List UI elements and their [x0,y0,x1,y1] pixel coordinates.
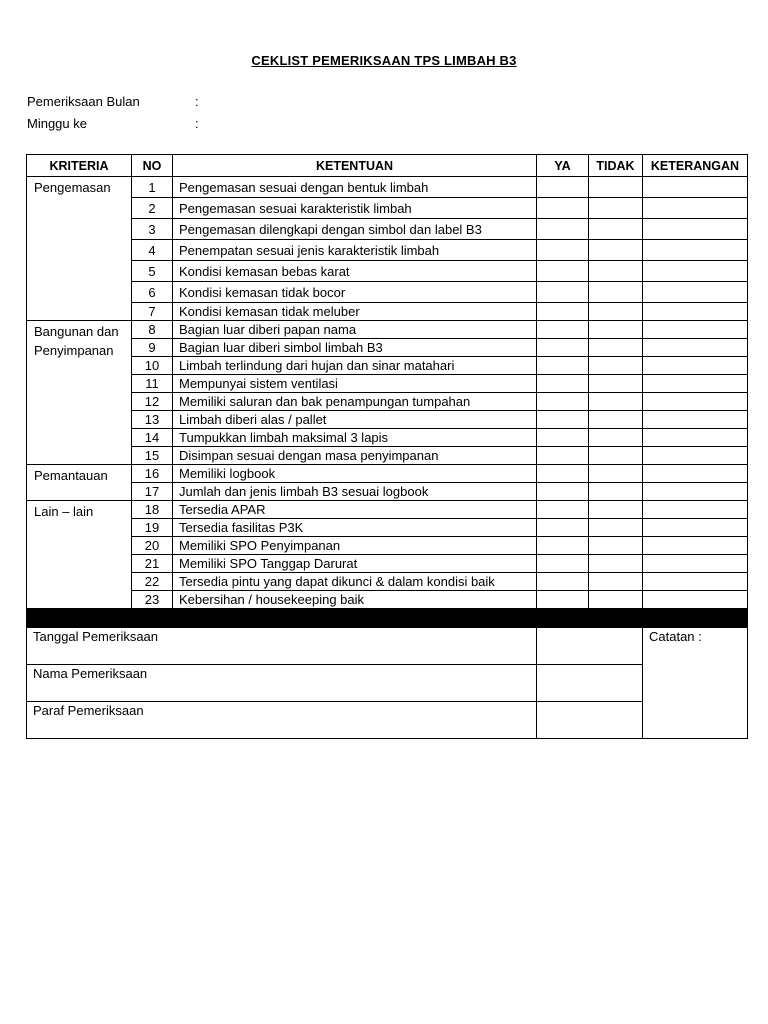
kriteria-cell: Lain – lain [27,501,132,609]
keterangan-cell[interactable] [643,303,748,321]
ya-cell[interactable] [537,282,589,303]
meta-value-minggu[interactable]: : [195,116,199,131]
tidak-cell[interactable] [589,501,643,519]
table-row [27,501,748,519]
ya-cell[interactable] [537,411,589,429]
no-cell: 17 [132,483,173,501]
keterangan-cell[interactable] [643,501,748,519]
footer-input-nama[interactable] [537,665,643,702]
catatan-box[interactable] [643,628,748,739]
checklist-table [26,154,748,739]
ketentuan-cell: Kondisi kemasan bebas karat [173,261,537,282]
table-row [27,357,748,375]
ya-cell[interactable] [537,501,589,519]
table-header-row [27,155,748,177]
keterangan-cell[interactable] [643,591,748,609]
no-cell: 7 [132,303,173,321]
table-row [27,591,748,609]
ya-cell[interactable] [537,483,589,501]
no-cell: 14 [132,429,173,447]
ya-cell[interactable] [537,393,589,411]
ketentuan-cell: Memiliki SPO Penyimpanan [173,537,537,555]
tidak-cell[interactable] [589,393,643,411]
tidak-cell[interactable] [589,357,643,375]
table-row [27,240,748,261]
ketentuan-cell: Tersedia fasilitas P3K [173,519,537,537]
ketentuan-cell: Memiliki logbook [173,465,537,483]
footer-row-nama [27,665,748,702]
kriteria-cell: Bangunan dan Penyimpanan [27,321,132,465]
table-row [27,537,748,555]
table-row [27,177,748,198]
kriteria-cell: Pemantauan [27,465,132,501]
table-row [27,573,748,591]
keterangan-cell[interactable] [643,411,748,429]
header-ya: YA [537,155,589,177]
table-row [27,483,748,501]
checklist-body [27,177,748,609]
tidak-cell[interactable] [589,240,643,261]
ya-cell[interactable] [537,591,589,609]
ketentuan-cell: Tersedia APAR [173,501,537,519]
ketentuan-cell: Limbah diberi alas / pallet [173,411,537,429]
ketentuan-cell: Kondisi kemasan tidak bocor [173,282,537,303]
no-cell: 18 [132,501,173,519]
tidak-cell[interactable] [589,339,643,357]
footer-input-paraf[interactable] [537,702,643,739]
ya-cell[interactable] [537,537,589,555]
keterangan-cell[interactable] [643,555,748,573]
table-row [27,282,748,303]
ketentuan-cell: Tumpukkan limbah maksimal 3 lapis [173,429,537,447]
table-row [27,339,748,357]
table-row [27,519,748,537]
no-cell: 6 [132,282,173,303]
keterangan-cell[interactable] [643,321,748,339]
tidak-cell[interactable] [589,465,643,483]
no-cell: 19 [132,519,173,537]
no-cell: 16 [132,465,173,483]
ketentuan-cell: Kebersihan / housekeeping baik [173,591,537,609]
table-row [27,303,748,321]
no-cell: 10 [132,357,173,375]
footer-label-paraf: Paraf Pemeriksaan [27,702,537,739]
footer-label-tanggal: Tanggal Pemeriksaan [27,628,537,665]
tidak-cell[interactable] [589,591,643,609]
tidak-cell[interactable] [589,429,643,447]
tidak-cell[interactable] [589,177,643,198]
tidak-cell[interactable] [589,483,643,501]
tidak-cell[interactable] [589,219,643,240]
header-no: NO [132,155,173,177]
tidak-cell[interactable] [589,261,643,282]
tidak-cell[interactable] [589,375,643,393]
tidak-cell[interactable] [589,447,643,465]
ya-cell[interactable] [537,429,589,447]
tidak-cell[interactable] [589,537,643,555]
tidak-cell[interactable] [589,303,643,321]
no-cell: 9 [132,339,173,357]
ya-cell[interactable] [537,573,589,591]
keterangan-cell[interactable] [643,357,748,375]
table-row [27,261,748,282]
table-row [27,219,748,240]
ya-cell[interactable] [537,261,589,282]
table-row [27,198,748,219]
ya-cell[interactable] [537,177,589,198]
no-cell: 20 [132,537,173,555]
tidak-cell[interactable] [589,411,643,429]
tidak-cell[interactable] [589,282,643,303]
tidak-cell[interactable] [589,519,643,537]
keterangan-cell[interactable] [643,240,748,261]
tidak-cell[interactable] [589,555,643,573]
keterangan-cell[interactable] [643,282,748,303]
ya-cell[interactable] [537,447,589,465]
separator-bar [27,609,748,628]
keterangan-cell[interactable] [643,483,748,501]
keterangan-cell[interactable] [643,261,748,282]
ketentuan-cell: Memiliki saluran dan bak penampungan tumpahan [173,393,537,411]
ketentuan-cell: Bagian luar diberi papan nama [173,321,537,339]
meta-value-bulan[interactable]: : [195,94,199,109]
ya-cell[interactable] [537,339,589,357]
header-ketentuan: KETENTUAN [173,155,537,177]
catatan-label: Catatan : [649,629,702,644]
document-title: CEKLIST PEMERIKSAAN TPS LIMBAH B3 [251,53,517,68]
ya-cell[interactable] [537,519,589,537]
ketentuan-cell: Penempatan sesuai jenis karakteristik limbah [173,240,537,261]
ketentuan-cell: Bagian luar diberi simbol limbah B3 [173,339,537,357]
no-cell: 12 [132,393,173,411]
table-row [27,447,748,465]
table-row [27,411,748,429]
keterangan-cell[interactable] [643,447,748,465]
table-row [27,393,748,411]
ya-cell[interactable] [537,303,589,321]
table-row [27,429,748,447]
meta-label-bulan: Pemeriksaan Bulan [27,94,140,109]
ya-cell[interactable] [537,555,589,573]
header-kriteria: KRITERIA [27,155,132,177]
table-row [27,555,748,573]
no-cell: 15 [132,447,173,465]
keterangan-cell[interactable] [643,429,748,447]
keterangan-cell[interactable] [643,198,748,219]
keterangan-cell[interactable] [643,573,748,591]
ketentuan-cell: Memiliki SPO Tanggap Darurat [173,555,537,573]
ketentuan-cell: Limbah terlindung dari hujan dan sinar matahari [173,357,537,375]
no-cell: 2 [132,198,173,219]
tidak-cell[interactable] [589,198,643,219]
tidak-cell[interactable] [589,321,643,339]
header-tidak: TIDAK [589,155,643,177]
keterangan-cell[interactable] [643,177,748,198]
ketentuan-cell: Tersedia pintu yang dapat dikunci & dalam kondisi baik [173,573,537,591]
ya-cell[interactable] [537,465,589,483]
kriteria-cell: Pengemasan [27,177,132,321]
ya-cell[interactable] [537,219,589,240]
no-cell: 13 [132,411,173,429]
no-cell: 1 [132,177,173,198]
table-row [27,375,748,393]
ya-cell[interactable] [537,198,589,219]
table-row [27,465,748,483]
no-cell: 3 [132,219,173,240]
ya-cell[interactable] [537,321,589,339]
tidak-cell[interactable] [589,573,643,591]
no-cell: 4 [132,240,173,261]
ya-cell[interactable] [537,375,589,393]
footer-row-paraf [27,702,748,739]
ya-cell[interactable] [537,357,589,375]
footer-label-nama: Nama Pemeriksaan [27,665,537,702]
no-cell: 8 [132,321,173,339]
ketentuan-cell: Jumlah dan jenis limbah B3 sesuai logbook [173,483,537,501]
keterangan-cell[interactable] [643,219,748,240]
ketentuan-cell: Pengemasan dilengkapi dengan simbol dan label B3 [173,219,537,240]
table-row [27,321,748,339]
meta-row-minggu [27,116,199,131]
ketentuan-cell: Pengemasan sesuai karakteristik limbah [173,198,537,219]
keterangan-cell[interactable] [643,375,748,393]
header-keterangan: KETERANGAN [643,155,748,177]
keterangan-cell[interactable] [643,537,748,555]
no-cell: 11 [132,375,173,393]
ketentuan-cell: Kondisi kemasan tidak meluber [173,303,537,321]
keterangan-cell[interactable] [643,393,748,411]
no-cell: 5 [132,261,173,282]
keterangan-cell[interactable] [643,465,748,483]
ya-cell[interactable] [537,240,589,261]
no-cell: 22 [132,573,173,591]
meta-row-bulan [27,94,199,109]
ketentuan-cell: Mempunyai sistem ventilasi [173,375,537,393]
no-cell: 23 [132,591,173,609]
ketentuan-cell: Pengemasan sesuai dengan bentuk limbah [173,177,537,198]
no-cell: 21 [132,555,173,573]
keterangan-cell[interactable] [643,519,748,537]
meta-label-minggu: Minggu ke [27,116,87,131]
keterangan-cell[interactable] [643,339,748,357]
footer-row-tanggal [27,628,748,665]
footer-input-tanggal[interactable] [537,628,643,665]
ketentuan-cell: Disimpan sesuai dengan masa penyimpanan [173,447,537,465]
